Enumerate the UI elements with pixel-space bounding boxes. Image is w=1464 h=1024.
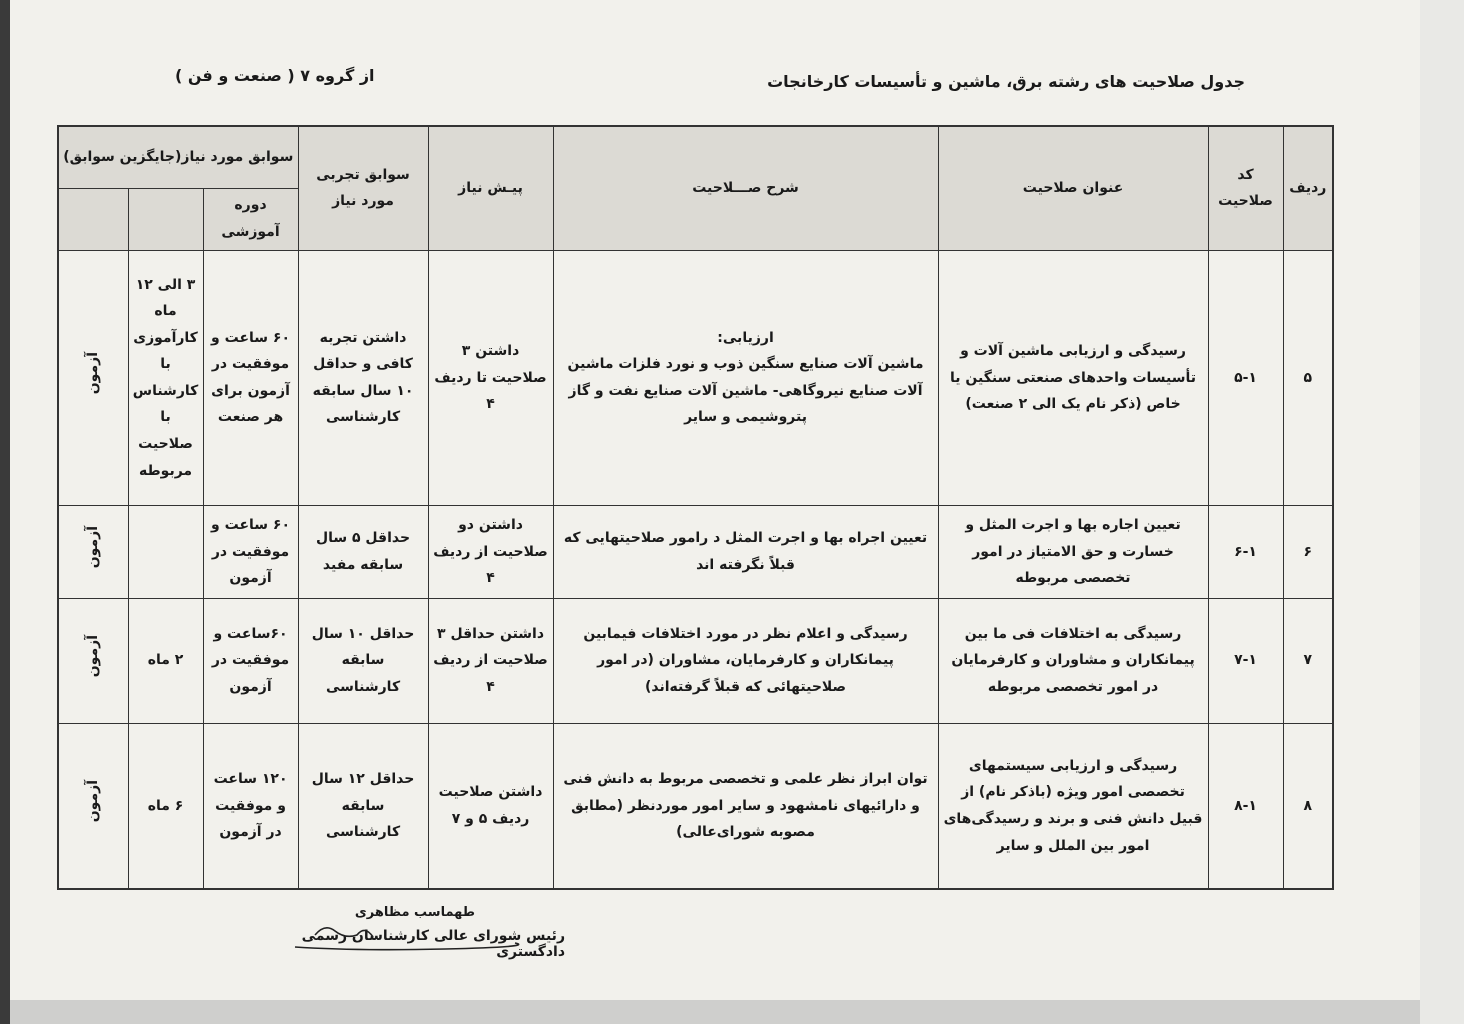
cell-sharh: تعیین اجراه بها و اجرت المثل د رامور صلاحیتهایی که قبلاً نگرفته اند [553, 506, 938, 598]
header-onvan: عنوان صلاحیت [938, 126, 1208, 250]
cell-dore: ۶۰ ساعت و موفقیت در آزمون [203, 506, 298, 598]
cell-sharh: رسیدگی و اعلام نظر در مورد اختلافات فیمابین پیمانکاران و کارفرمایان، مشاوران (در امور صلاحیتهائی که قبلاً گرفته‌اند) [553, 598, 938, 723]
cell-pishniaz: داشتن دو صلاحیت از ردیف ۴ [428, 506, 553, 598]
table-row [58, 723, 1333, 889]
scan-border [0, 0, 10, 1024]
group-label: از گروه ۷ ( صنعت و فن ) [175, 66, 375, 85]
sharh-text: ماشین آلات صنایع سنگین ذوب و نورد فلزات ماشین آلات صنایع نیروگاهی- ماشین آلات صنایع نفت و گاز پتروشیمی و سایر [567, 356, 924, 426]
header-savabegh-group: سوابق مورد نیاز(جایگزین سوابق) [58, 126, 298, 188]
cell-code: ۸-۱ [1208, 723, 1283, 889]
cell-tajrobi: حداقل ۵ سال سابقه مفید [298, 506, 428, 598]
cell-radif: ۶ [1283, 506, 1333, 598]
header-karamoozi-empty [128, 188, 203, 250]
azmoon-label: آزمون [84, 780, 101, 823]
header-pishniaz: پیـش نیاز [428, 126, 553, 250]
azmoon-label: آزمون [84, 634, 101, 678]
cell-tajrobi: حداقل ۱۰ سال سابقه کارشناسی [298, 598, 428, 723]
cell-radif: ۸ [1283, 723, 1333, 889]
cell-azmoon [58, 598, 128, 723]
header-dore: دوره آموزشی [203, 188, 298, 250]
cell-radif: ۵ [1283, 250, 1333, 506]
document-page [10, 0, 1420, 1000]
header-tajrobi: سوابق تجربی مورد نیاز [298, 126, 428, 250]
scan-margin [1420, 0, 1464, 1024]
table-row [58, 506, 1333, 598]
cell-code: ۷-۱ [1208, 598, 1283, 723]
cell-azmoon [58, 506, 128, 598]
signature-block [235, 905, 565, 960]
cell-onvan: تعیین اجاره بها و اجرت المثل و خسارت و حق الامتیاز در امور تخصصی مربوطه [938, 506, 1208, 598]
cell-karamoozi [128, 506, 203, 598]
handwritten-signature [235, 905, 565, 965]
cell-sharh [553, 250, 938, 506]
signer-title: رئیس شورای عالی کارشناسان رسمی دادگستری [301, 928, 565, 960]
cell-dore: ۶۰ ساعت و موفقیت در آزمون برای هر صنعت [203, 250, 298, 506]
header-code: کد صلاحیت [1208, 126, 1283, 250]
table-row [58, 598, 1333, 723]
cell-onvan: رسیدگی و ارزیابی سیستمهای تخصصی امور ویژه (باذکر نام) از قبیل دانش فنی و برند و رسیدگی‌های امور بین الملل و سایر [938, 723, 1208, 889]
cell-dore: ۶۰ساعت و موفقیت در آزمون [203, 598, 298, 723]
azmoon-label: آزمون [84, 526, 101, 569]
cell-karamoozi: ۳ الی ۱۲ ماه کارآموزی با کارشناس با صلاحیت مربوطه [128, 250, 203, 506]
cell-pishniaz: داشتن حداقل ۳ صلاحیت از ردیف ۴ [428, 598, 553, 723]
page-title: جدول صلاحیت های رشته برق، ماشین و تأسیسات کارخانجات [767, 72, 1245, 91]
cell-karamoozi: ۲ ماه [128, 598, 203, 723]
cell-karamoozi: ۶ ماه [128, 723, 203, 889]
cell-radif: ۷ [1283, 598, 1333, 723]
azmoon-label: آزمون [84, 351, 101, 395]
cell-tajrobi: حداقل ۱۲ سال سابقه کارشناسی [298, 723, 428, 889]
cell-pishniaz: داشتن صلاحیت ردیف ۵ و ۷ [428, 723, 553, 889]
header-radif: ردیف [1283, 126, 1333, 250]
cell-onvan: رسیدگی به اختلافات فی ما بین پیمانکاران و مشاوران و کارفرمایان در امور تخصصی مربوطه [938, 598, 1208, 723]
header-sharh: شرح صـــلاحیت [553, 126, 938, 250]
cell-tajrobi: داشتن تجربه کافی و حداقل ۱۰ سال سابقه کارشناسی [298, 250, 428, 506]
table-row [58, 250, 1333, 506]
cell-azmoon [58, 723, 128, 889]
cell-pishniaz: داشتن ۳ صلاحیت تا ردیف ۴ [428, 250, 553, 506]
cell-sharh: توان ابراز نظر علمی و تخصصی مربوط به دانش فنی و دارائیهای نامشهود و سایر امور موردنظر (مطابق مصوبه شورای‌عالی) [553, 723, 938, 889]
cell-dore: ۱۲۰ ساعت و موفقیت در آزمون [203, 723, 298, 889]
cell-onvan: رسیدگی و ارزیابی ماشین آلات و تأسیسات واحدهای صنعتی سنگین یا خاص (ذکر نام یک الی ۲ صنعت) [938, 250, 1208, 506]
cell-azmoon [58, 250, 128, 506]
signer-name: طهماسب مظاهری [354, 905, 475, 920]
sharh-heading: ارزیابی: [717, 329, 774, 346]
qualification-table [57, 125, 1334, 890]
cell-code: ۶-۱ [1208, 506, 1283, 598]
cell-code: ۵-۱ [1208, 250, 1283, 506]
header-azmoon-empty [58, 188, 128, 250]
